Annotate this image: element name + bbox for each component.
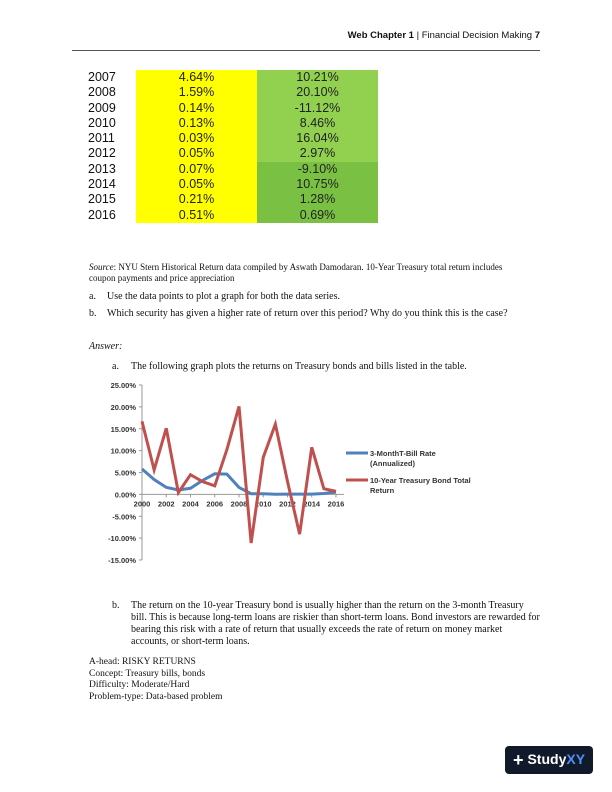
tbill-rate-cell: 0.51% [136, 208, 257, 223]
tbill-rate-cell: 0.14% [136, 101, 257, 116]
table-row [88, 131, 378, 146]
table-row [88, 85, 378, 100]
tbond-return-cell: 16.04% [257, 131, 378, 146]
table-row [88, 101, 378, 116]
returns-line-chart [100, 377, 500, 572]
question-b-label: b. [89, 308, 97, 319]
legend-tbond-label-2: Return [370, 486, 395, 495]
tbill-rate-cell: 0.03% [136, 131, 257, 146]
question-metadata [89, 657, 223, 703]
x-tick-label: 2002 [157, 499, 175, 509]
question-b [89, 308, 539, 320]
y-tick-label: 0.00% [114, 490, 136, 500]
legend-tbill-label-2: (Annualized) [370, 459, 415, 468]
source-note [89, 262, 529, 284]
question-a [89, 291, 539, 303]
tbill-rate-cell: 0.05% [136, 177, 257, 192]
table-row [88, 146, 378, 161]
returns-table [88, 70, 378, 223]
tbond-return-cell: -9.10% [257, 162, 378, 177]
x-tick-label: 2014 [303, 499, 321, 509]
table-row [88, 162, 378, 177]
y-tick-label: -5.00% [112, 512, 136, 522]
x-tick-label: 2004 [182, 499, 199, 509]
header-separator: | [416, 30, 420, 41]
answer-b-label: b. [112, 600, 120, 611]
tbond-return-cell: 2.97% [257, 146, 378, 161]
x-tick-label: 2012 [279, 499, 296, 509]
tbond-return-cell: 20.10% [257, 85, 378, 100]
y-tick-label: -15.00% [108, 556, 136, 565]
page-number: 7 [534, 30, 540, 41]
tbond-return-cell: 10.21% [257, 70, 378, 85]
y-tick-label: 20.00% [110, 402, 136, 412]
tbill-rate-cell: 4.64% [136, 70, 257, 85]
x-tick-label: 2010 [254, 499, 272, 509]
question-b-text: Which security has given a higher rate of return over this period? Why do you think this is the case? [107, 308, 508, 319]
year-cell: 2010 [88, 115, 116, 130]
source-label: Source [89, 262, 114, 272]
y-tick-label: 10.00% [110, 446, 136, 456]
page-header [72, 30, 540, 41]
year-cell: 2013 [88, 161, 116, 176]
meta-difficulty: Difficulty: Moderate/Hard [89, 680, 190, 690]
y-tick-label: -10.00% [108, 534, 136, 544]
y-tick-label: 5.00% [114, 468, 136, 478]
answer-a [112, 361, 532, 372]
tbill-rate-cell: 0.13% [136, 116, 257, 131]
legend-tbond-label: 10-Year Treasury Bond Total [370, 476, 471, 485]
tbond-return-cell: 10.75% [257, 177, 378, 192]
tbill-rate-cell: 0.05% [136, 146, 257, 161]
chapter-title: Web Chapter 1 [347, 30, 414, 41]
y-tick-label: 15.00% [110, 424, 136, 434]
x-tick-label: 2008 [230, 499, 248, 509]
tbill-rate-cell: 1.59% [136, 85, 257, 100]
header-subject: Financial Decision Making [421, 30, 533, 41]
answer-a-text: The following graph plots the returns on Treasury bonds and bills listed in the table. [131, 361, 467, 372]
answer-b-text: The return on the 10-year Treasury bond is usually higher than the return on the 3-month Treasury bill. This is because long-term loans are riskier than short-term loans. Bond investors are rewarded for bearing this risk with a rate of return that usually exceeds the rate of return on money market accounts, or short-term loans. [131, 600, 540, 647]
table-row [88, 192, 378, 207]
answer-b [112, 600, 540, 648]
question-a-label: a. [89, 291, 96, 302]
tbond-return-cell: 0.69% [257, 208, 378, 223]
meta-problem-type: Problem-type: Data-based problem [89, 691, 223, 702]
year-cell: 2008 [88, 85, 116, 100]
meta-concept: Concept: Treasury bills, bonds [89, 668, 206, 679]
tbill-rate-cell: 0.21% [136, 192, 257, 207]
tbond-return-cell: 8.46% [257, 116, 378, 131]
year-cell: 2011 [88, 131, 115, 146]
tbond-return-cell: 1.28% [257, 192, 378, 207]
source-text: : NYU Stern Historical Return data compiled by Aswath Damodaran. 10-Year Treasury total return includes coupon payments and price appreciation [89, 262, 503, 283]
logo-xy-text: XY [566, 751, 586, 767]
year-cell: 2014 [88, 177, 116, 192]
year-cell: 2016 [88, 207, 116, 222]
tbond-series-line [142, 406, 336, 543]
x-tick-label: 2006 [206, 499, 224, 509]
table-row [88, 116, 378, 131]
meta-ahead: A-head: RISKY RETURNS [89, 657, 196, 667]
question-a-text: Use the data points to plot a graph for both the data series. [107, 291, 340, 302]
year-cell: 2007 [88, 70, 116, 84]
year-cell: 2012 [88, 146, 116, 161]
logo-study-text: Study [527, 751, 567, 767]
tbill-rate-cell: 0.07% [136, 162, 257, 177]
x-tick-label: 2016 [327, 499, 345, 509]
table-row [88, 177, 378, 192]
table-row [88, 70, 378, 85]
table-row [88, 208, 378, 223]
header-divider [72, 50, 540, 51]
answer-label: Answer: [89, 341, 123, 352]
plus-icon: + [512, 750, 524, 770]
x-tick-label: 2000 [133, 499, 151, 509]
answer-a-label: a. [112, 361, 119, 372]
y-tick-label: 25.00% [110, 381, 136, 390]
legend-tbill-label: 3-MonthT-Bill Rate [370, 449, 436, 458]
studyxy-logo[interactable] [505, 746, 593, 774]
year-cell: 2009 [88, 100, 116, 115]
tbond-return-cell: -11.12% [257, 101, 378, 116]
year-cell: 2015 [88, 192, 116, 207]
